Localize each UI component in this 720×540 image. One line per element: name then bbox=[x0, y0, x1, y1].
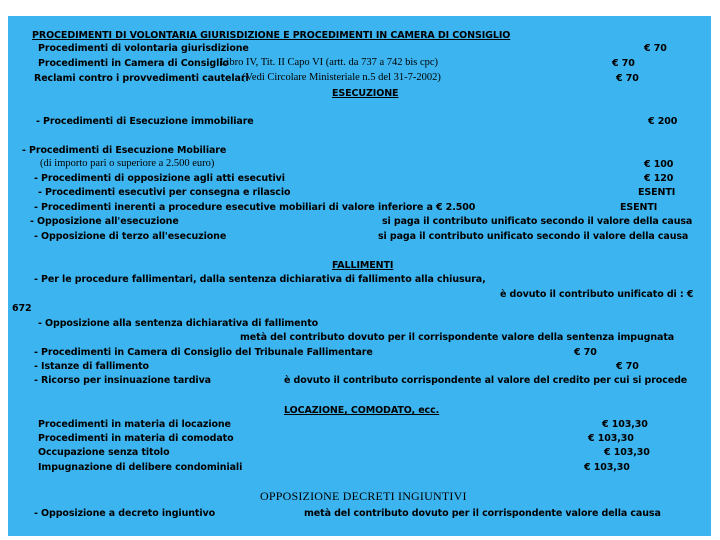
camera-consiglio-label: - Procedimenti in Camera di Consiglio del Tribunale Fallimentare bbox=[34, 347, 373, 358]
esecuzione-mobiliare-amount: € 100 bbox=[644, 159, 674, 170]
opposizione-atti-amount: € 120 bbox=[644, 173, 674, 184]
fallimenti-title: FALLIMENTI bbox=[332, 260, 394, 271]
opposizione-terzo-label: - Opposizione di terzo all'esecuzione bbox=[34, 231, 227, 242]
esecuzione-title: ESECUZIONE bbox=[332, 88, 399, 99]
volontaria-row-3-ref: (Vedi Circolare Ministeriale n.5 del 31-7-2002) bbox=[242, 72, 441, 83]
ingiuntivi-title: OPPOSIZIONE DECRETI INGIUNTIVI bbox=[260, 489, 467, 503]
ricorso-tardivo-label: - Ricorso per insinuazione tardiva bbox=[34, 375, 211, 386]
ricorso-tardivo-note: è dovuto il contributo corrispondente al valore del credito per cui si procede bbox=[284, 375, 688, 386]
camera-consiglio-amount: € 70 bbox=[574, 347, 597, 358]
occupazione-row-amount: € 103,30 bbox=[604, 447, 650, 458]
comodato-row-amount: € 103,30 bbox=[588, 433, 634, 444]
consegna-rilascio-amount: ESENTI bbox=[638, 187, 676, 198]
locazione-title: LOCAZIONE, COMODATO, ecc. bbox=[284, 405, 440, 416]
volontaria-row-2-amount: € 70 bbox=[612, 58, 635, 69]
decreto-ingiuntivo-label: - Opposizione a decreto ingiuntivo bbox=[34, 508, 216, 519]
condominiali-row-label: Impugnazione di delibere condominiali bbox=[38, 462, 243, 473]
opposizione-sentenza-note: metà del contributo dovuto per il corrispondente valore della sentenza impugnata bbox=[240, 332, 675, 343]
procedure-fallimentari-amount: 672 bbox=[12, 303, 32, 314]
volontaria-row-1-label: Procedimenti di volontaria giurisdizione bbox=[38, 43, 249, 54]
locazione-row-amount: € 103,30 bbox=[602, 419, 648, 430]
istanze-fallimento-label: - Istanze di fallimento bbox=[34, 361, 149, 372]
volontaria-row-3-label: Reclami contro i provvedimenti cautelari bbox=[34, 73, 249, 84]
occupazione-row-label: Occupazione senza titolo bbox=[38, 447, 170, 458]
valore-inferiore-amount: ESENTI bbox=[620, 202, 658, 213]
opposizione-sentenza-label: - Opposizione alla sentenza dichiarativa di fallimento bbox=[38, 318, 319, 329]
procedure-fallimentari-label: - Per le procedure fallimentari, dalla sentenza dichiarativa di fallimento alla chiusura, bbox=[34, 274, 486, 285]
opposizione-atti-label: - Procedimenti di opposizione agli atti esecutivi bbox=[34, 173, 285, 184]
istanze-fallimento-amount: € 70 bbox=[616, 361, 639, 372]
condominiali-row-amount: € 103,30 bbox=[584, 462, 630, 473]
esecuzione-mobiliare-note: (di importo pari o superiore a 2.500 euro) bbox=[40, 158, 215, 169]
locazione-row-label: Procedimenti in materia di locazione bbox=[38, 419, 231, 430]
volontaria-row-2-label: Procedimenti in Camera di Consiglio bbox=[38, 58, 229, 69]
esecuzione-immobiliare-label: - Procedimenti di Esecuzione immobiliare bbox=[36, 116, 254, 127]
consegna-rilascio-label: - Procedimenti esecutivi per consegna e rilascio bbox=[38, 187, 291, 198]
comodato-row-label: Procedimenti in materia di comodato bbox=[38, 433, 234, 444]
valore-inferiore-label: - Procedimenti inerenti a procedure esecutive mobiliari di valore inferiore a € 2.500 bbox=[34, 202, 476, 213]
esecuzione-mobiliare-label: - Procedimenti di Esecuzione Mobiliare bbox=[22, 145, 227, 156]
opposizione-esecuzione-note: si paga il contributo unificato secondo il valore della causa bbox=[382, 216, 693, 227]
opposizione-terzo-note: si paga il contributo unificato secondo il valore della causa bbox=[378, 231, 689, 242]
opposizione-esecuzione-label: - Opposizione all'esecuzione bbox=[30, 216, 179, 227]
volontaria-row-3-amount: € 70 bbox=[616, 73, 639, 84]
esecuzione-immobiliare-amount: € 200 bbox=[648, 116, 678, 127]
volontaria-row-1-amount: € 70 bbox=[644, 43, 667, 54]
procedure-fallimentari-note: è dovuto il contributo unificato di : € bbox=[500, 289, 694, 300]
page-title: PROCEDIMENTI DI VOLONTARIA GIURISDIZIONE E PROCEDIMENTI IN CAMERA DI CONSIGLIO bbox=[32, 30, 511, 41]
volontaria-row-2-ref: Libro IV, Tit. II Capo VI (artt. da 737 a 742 bis cpc) bbox=[220, 57, 439, 68]
decreto-ingiuntivo-note: metà del contributo dovuto per il corrispondente valore della causa bbox=[304, 508, 661, 519]
slide bbox=[8, 16, 711, 536]
